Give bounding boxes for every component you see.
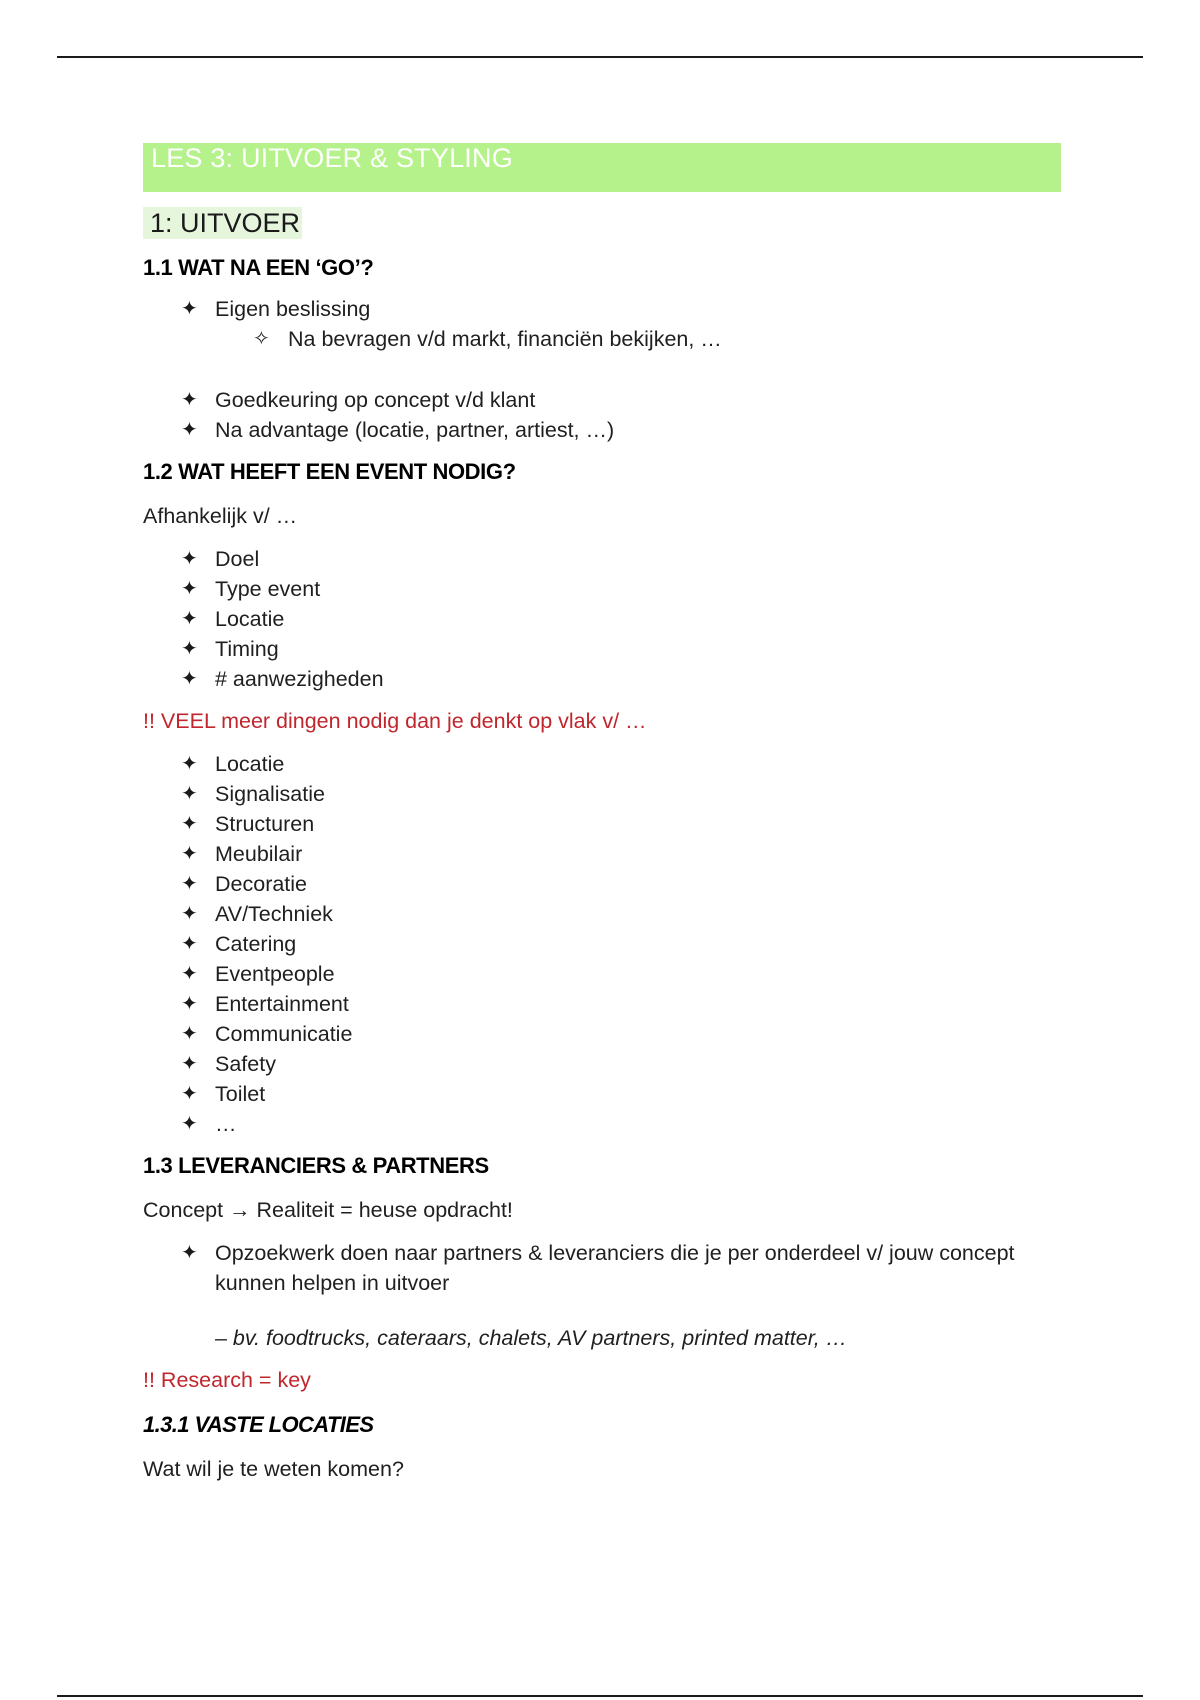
chapter-title: 1: UITVOER (143, 207, 302, 239)
section-1-3-1-intro: Wat wil je te weten komen? (143, 1457, 404, 1481)
list-item: ✦ Eventpeople (143, 959, 1061, 989)
list-item: ✦ Eigen beslissing (143, 294, 1061, 324)
section-1-1-heading: 1.1 WAT NA EEN ‘GO’? (143, 255, 374, 280)
list-item: ✦ Opzoekwerk doen naar partners & leveranciers die je per onderdeel v/ jouw concept kunnen helpen in uitvoer (143, 1238, 1061, 1298)
list-item: ✦ Safety (143, 1049, 1061, 1079)
star-bullet-icon: ✦ (181, 993, 198, 1015)
lesson-title: LES 3: UITVOER & STYLING (151, 143, 513, 173)
list-item: ✦ Signalisatie (143, 779, 1061, 809)
section-1-1-list-continued (143, 385, 1061, 445)
star-bullet-icon: ✦ (181, 668, 198, 690)
list-item: ✦ Locatie (143, 604, 1061, 634)
star-bullet-icon: ✦ (181, 1023, 198, 1045)
list-item: ✦ Structuren (143, 809, 1061, 839)
star-bullet-icon: ✦ (181, 783, 198, 805)
section-1-3-list (143, 1238, 1061, 1298)
sub-list-item: ✧ Na bevragen v/d markt, financiën bekijken, … (143, 324, 1061, 354)
list-item: ✦ # aanwezigheden (143, 664, 1061, 694)
section-1-3-heading: 1.3 LEVERANCIERS & PARTNERS (143, 1153, 489, 1178)
section-1-2-heading: 1.2 WAT HEEFT EEN EVENT NODIG? (143, 459, 516, 484)
section-1-3-intro: Concept → Realiteit = heuse opdracht! (143, 1198, 513, 1222)
star-bullet-icon: ✦ (181, 1083, 198, 1105)
section-1-2-list (143, 544, 1061, 694)
star-bullet-icon: ✦ (181, 813, 198, 835)
star-bullet-icon: ✦ (181, 1113, 198, 1135)
star-bullet-icon: ✦ (181, 638, 198, 660)
star-bullet-icon: ✦ (181, 1242, 198, 1264)
star-bullet-icon: ✦ (181, 963, 198, 985)
list-item: ✦ Communicatie (143, 1019, 1061, 1049)
list-item: ✦ AV/Techniek (143, 899, 1061, 929)
star-bullet-icon: ✦ (181, 1053, 198, 1075)
section-1-3-warning: !! Research = key (143, 1368, 311, 1392)
star-bullet-icon: ✦ (181, 933, 198, 955)
star-bullet-icon: ✦ (181, 578, 198, 600)
star-bullet-icon: ✦ (181, 753, 198, 775)
section-1-3-1-heading: 1.3.1 VASTE LOCATIES (143, 1412, 374, 1437)
star-bullet-icon: ✦ (181, 608, 198, 630)
list-item: ✦ Na advantage (locatie, partner, artiest, …) (143, 415, 1061, 445)
list-item: ✦ Entertainment (143, 989, 1061, 1019)
star-bullet-icon: ✦ (181, 389, 198, 411)
star-bullet-icon: ✦ (181, 873, 198, 895)
section-1-2-warning: !! VEEL meer dingen nodig dan je denkt op vlak v/ … (143, 709, 647, 733)
list-item: ✦ Timing (143, 634, 1061, 664)
list-item: ✦ Decoratie (143, 869, 1061, 899)
lesson-banner (143, 143, 1061, 192)
list-item: ✦ Type event (143, 574, 1061, 604)
top-rule (57, 56, 1143, 58)
star-bullet-icon: ✦ (181, 903, 198, 925)
star-bullet-icon: ✦ (181, 843, 198, 865)
document-page (143, 143, 1061, 1482)
star-bullet-icon: ✦ (181, 298, 198, 320)
list-item: ✦ Catering (143, 929, 1061, 959)
section-1-2-more-list (143, 749, 1061, 1139)
list-item: ✦ … (143, 1109, 1061, 1139)
section-1-1-list (143, 294, 1061, 324)
hollow-star-bullet-icon: ✧ (253, 328, 270, 350)
list-item: ✦ Meubilair (143, 839, 1061, 869)
list-item: ✦ Toilet (143, 1079, 1061, 1109)
bottom-rule (57, 1695, 1143, 1697)
star-bullet-icon: ✦ (181, 548, 198, 570)
list-item: ✦ Goedkeuring op concept v/d klant (143, 385, 1061, 415)
section-1-2-intro: Afhankelijk v/ … (143, 504, 298, 528)
list-item: ✦ Locatie (143, 749, 1061, 779)
star-bullet-icon: ✦ (181, 419, 198, 441)
section-1-3-example: – bv. foodtrucks, cateraars, chalets, AV partners, printed matter, … (215, 1326, 848, 1350)
list-item: ✦ Doel (143, 544, 1061, 574)
